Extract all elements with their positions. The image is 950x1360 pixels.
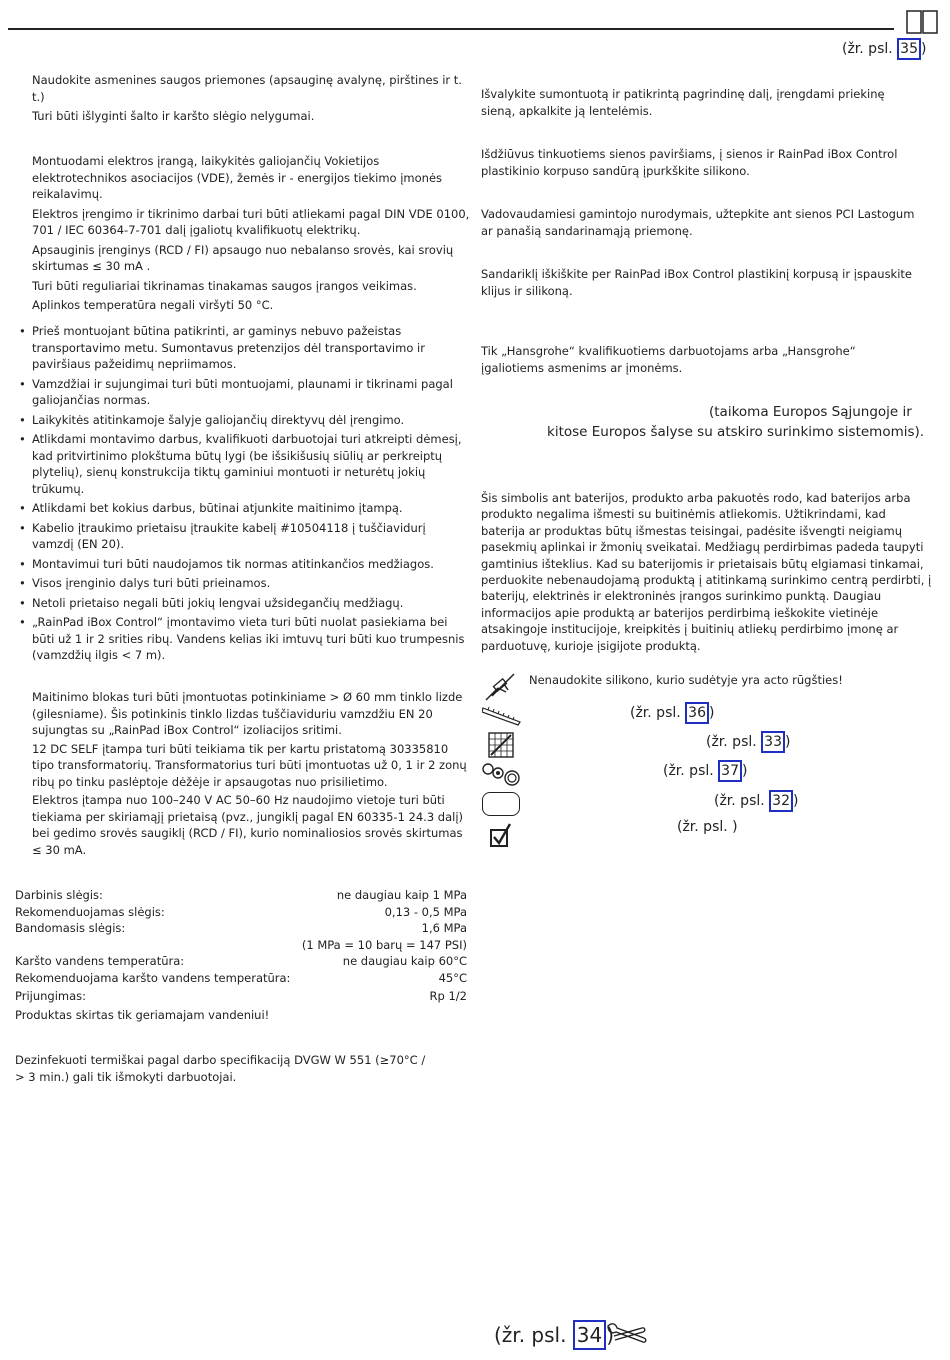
- page-link-37[interactable]: 37: [718, 760, 742, 782]
- ref-prefix: (žr. psl.: [630, 705, 686, 721]
- list-item: • „RainPad iBox Control“ įmontavimo vieta turi būti nuolat pasiekiama bei būti už 1 ir 2 srities ribų. Vandens kelias iki imtuvų turi būti kuo trumpesnis (vamzdžių ilgis < 7 m).: [32, 614, 470, 664]
- spec-label: Rekomenduojama karšto vandens temperatūra:: [15, 970, 291, 985]
- spec-label: Darbinis slėgis:: [15, 888, 103, 902]
- top-rule: [8, 28, 894, 30]
- list-item: • Atlikdami montavimo darbus, kvalifikuoti darbuotojai turi atkreipti dėmesį, kad pritvirtinimo plokštuma būtų lygi (be išsikišusių siūlių ar perkreiptų plytelių), sienų konstrukcija tiktų gaminiui montuoti ir neturėtų jokių trūkumų.: [32, 431, 470, 497]
- page-ref-empty: [677, 819, 738, 836]
- list-item: • Montavimui turi būti naudojamos tik normas atitinkančios medžiagos.: [32, 556, 470, 573]
- ref-suffix: ): [741, 763, 748, 779]
- spec-value: (1 MPa = 10 barų = 147 PSI): [301, 937, 467, 952]
- list-item: • Visos įrenginio dalys turi būti prieinamos.: [32, 575, 470, 592]
- electrical-text-4: Turi būti reguliariai tikrinamas tinakamas saugos įrangos veikimas.: [32, 278, 417, 293]
- spec-label: Prijungimas:: [15, 989, 87, 1003]
- ref-suffix: ): [784, 734, 791, 750]
- power-text-1: Maitinimo blokas turi būti įmontuotas potinkiniame > Ø 60 mm tinklo lizde (gilesniame). Šis potinkinis tinklo lizdas tuščiaviduriu vamzdžiu EN 20 sujungtas su „RainPad iBox Control“ izoliacijos sritimi.: [32, 690, 463, 737]
- cladding-text: Išvalykite sumontuotą ir patikrintą pagrindinę dalį, įrengdami priekinę sieną, apkalkite ją lentelėmis.: [481, 87, 885, 118]
- page-link-32[interactable]: 32: [769, 790, 793, 812]
- electrical-text-3: Apsauginis įrenginys (RCD / FI) apsaugo nuo nebalanso srovės, kai srovių skirtumas ≤ 30 mA .: [32, 242, 454, 273]
- spec-row: [15, 988, 467, 1005]
- page-ref-32: [714, 790, 798, 812]
- page-ref-36: [630, 702, 714, 724]
- spec-row: [15, 937, 467, 954]
- wrench-icon: [606, 1322, 648, 1344]
- spec-row: [15, 953, 467, 970]
- silicone-warning: Nenaudokite silikono, kurio sudėtyje yra acto rūgšties!: [529, 673, 843, 687]
- spare-parts-icon: [481, 761, 521, 787]
- electrical-text-5: Aplinkos temperatūra negali viršyti 50 °C.: [32, 298, 274, 312]
- ref-suffix: ): [920, 41, 927, 57]
- dimension-grid-icon: [487, 731, 515, 759]
- ref-prefix: (žr. psl.: [714, 793, 770, 809]
- spec-value: 1,6 MPa: [421, 921, 467, 935]
- ref-prefix: (žr. psl.: [663, 763, 719, 779]
- page-ref-bottom: [494, 1320, 614, 1350]
- safety-text-2: Turi būti išlyginti šalto ir karšto slėgio nelygumai.: [32, 109, 315, 123]
- page-ref-37: [663, 760, 747, 782]
- ref-prefix: (žr. psl.: [677, 819, 733, 835]
- ref-suffix: ): [708, 705, 715, 721]
- book-icon: [906, 8, 938, 34]
- spec-row: [15, 970, 467, 987]
- rounded-frame-icon: [482, 792, 520, 816]
- page-ref-top: [842, 38, 926, 60]
- electrical-section: [32, 153, 472, 314]
- spec-row: [15, 887, 467, 904]
- eu-note-line-2: kitose Europos šalyse su atskiro surinkimo sistemomis).: [547, 424, 925, 440]
- list-item: • Kabelio įtraukimo prietaisu įtraukite kabelį #10504118 į tuščiavidurį vamzdį (EN 20).: [32, 520, 470, 553]
- silicone-gun-icon: [484, 672, 518, 702]
- ref-prefix: (žr. psl.: [706, 734, 762, 750]
- page-link-34[interactable]: 34: [573, 1320, 606, 1350]
- silicone-joint-text: Išdžiūvus tinkuotiems sienos paviršiams, į sienos ir RainPad iBox Control plastikinio korpuso sandūrą įpurkškite silikono.: [481, 147, 898, 178]
- spec-value: Rp 1/2: [429, 989, 467, 1003]
- page-link-35[interactable]: 35: [897, 38, 921, 60]
- qualified-staff-text: Tik „Hansgrohe“ kvalifikuotiems darbuotojams arba „Hansgrohe“ įgaliotiems asmenims ar įmonėms.: [481, 344, 856, 375]
- list-item: • Laikykitės atitinkamoje šalyje galiojančių direktyvų dėl įrengimo.: [32, 412, 470, 429]
- drinking-water-note: Produktas skirtas tik geriamajam vandeniui!: [15, 1007, 270, 1022]
- power-text-3: Elektros įtampa nuo 100–240 V AC 50–60 Hz naudojimo vietoje turi būti tiekiama per skiriamąjį prietaisą (pvz., jungiklį pagal EN 60335-1 24.3 dalį) bei gedimo srovės saugiklį (RCD / FI), kurio nominaliosios srovės skirtumas ≤ 30 mA.: [32, 793, 464, 857]
- spec-row: [15, 920, 467, 937]
- ref-suffix: ): [732, 819, 738, 835]
- spec-row: [15, 904, 467, 921]
- eu-note-line-1: (taikoma Europos Sąjungoje ir: [709, 404, 912, 420]
- safety-section: [32, 72, 472, 125]
- sealant-text: Vadovaudamiesi gamintojo nurodymais, užtepkite ant sienos PCI Lastogum ar panašią sandarinamąją priemonę.: [481, 207, 915, 238]
- safety-text-1: Naudokite asmenines saugos priemones (apsauginę avalynę, pirštines ir t. t.): [32, 73, 462, 104]
- spec-value: 0,13 - 0,5 MPa: [384, 904, 467, 919]
- ref-prefix: (žr. psl.: [842, 41, 898, 57]
- spec-value: ne daugiau kaip 1 MPa: [336, 888, 467, 902]
- spec-value: ne daugiau kaip 60°C: [342, 954, 467, 968]
- list-item: • Prieš montuojant būtina patikrinti, ar gaminys nebuvo pažeistas transportavimo metu. Sumontavus pretenzijos dėl transportavimo ir paviršiaus pažeidimų nepriimamos.: [32, 323, 470, 373]
- disinfection-note: Dezinfekuoti termiškai pagal darbo specifikaciją DVGW W 551 (≥70°C / > 3 min.) gali tik išmokyti darbuotojai.: [15, 1053, 426, 1084]
- electrical-text-2: Elektros įrengimo ir tikrinimo darbai turi būti atliekami pagal DIN VDE 0100, 701 / IEC 60364-7-701 dalį įgaliotų kvalifikuotų elektrikų.: [32, 206, 470, 237]
- ref-suffix: ): [792, 793, 799, 809]
- spec-label: Rekomenduojamas slėgis:: [15, 904, 165, 919]
- list-item: • Atlikdami bet kokius darbus, būtinai atjunkite maitinimo įtampą.: [32, 500, 470, 517]
- checkbox-icon: [489, 822, 513, 848]
- power-text-2: 12 DC SELF įtampa turi būti teikiama tik per kartu pristatomą 30335810 tipo transformatorių. Transformatorius turi būti įmontuotas už 0, 1 ir 2 zonų ribų po tinku paslėptoje dėžėje ir apsaugotas nuo prisilietimo.: [32, 741, 467, 789]
- electrical-text-1: Montuodami elektros įrangą, laikykitės galiojančių Vokietijos elektrotechnikos asociacijos (VDE), žemės ir - energijos tiekimo įmonės reikalavimų.: [32, 154, 443, 201]
- page-ref-33: [706, 731, 790, 753]
- spec-label: Bandomasis slėgis:: [15, 921, 126, 935]
- list-item: • Vamzdžiai ir sujungimai turi būti montuojami, plaunami ir tikrinami pagal galiojančias normas.: [32, 376, 470, 409]
- page-link-33[interactable]: 33: [761, 731, 785, 753]
- list-item: • Netoli prietaiso negali būti jokių lengvai užsidegančių medžiagų.: [32, 595, 470, 612]
- ref-suffix: ): [606, 1323, 615, 1347]
- spec-label: Karšto vandens temperatūra:: [15, 954, 185, 968]
- power-section: [32, 689, 472, 858]
- ruler-icon: [482, 702, 522, 726]
- ref-prefix: (žr. psl.: [494, 1323, 573, 1347]
- spec-value: 45°C: [438, 970, 467, 985]
- spec-table: [15, 887, 467, 1023]
- page-link-36[interactable]: 36: [685, 702, 709, 724]
- seal-press-text: Sandariklį iškiškite per RainPad iBox Control plastikinį korpusą ir įspauskite klijus ir silikoną.: [481, 267, 912, 298]
- installation-bullet-list: [32, 323, 470, 667]
- battery-disposal-text: Šis simbolis ant baterijos, produkto arba pakuotės rodo, kad baterijos arba produkto negalima išmesti su buitinėmis atliekomis. Užtikrindami, kad baterija ar produktas būtų išmestas teisingai, padėsite išvengti neigiamų pasekmių aplinkai ir žmonių sveikatai. Medžiagų perdirbimas padeda taupyti gamtinius išteklius. Kad su baterijomis ir prietaisais būtų elgiamasi tinkamai, perduokite nebenaudojamą produktą į atitinkamą surinkimo centrą perdirbti, į baterijų, elektrinės ir elektroninės įrangos surinkimo punktą. Daugiau informacijos apie produktą ar baterijos perdirbimą ieškokite vietinėje atsakingoje institucijoje, kreipkitės į buitinių atliekų perdirbimo įmonę ar parduotuvę, kurioje įsigijote produktą.: [481, 491, 932, 653]
